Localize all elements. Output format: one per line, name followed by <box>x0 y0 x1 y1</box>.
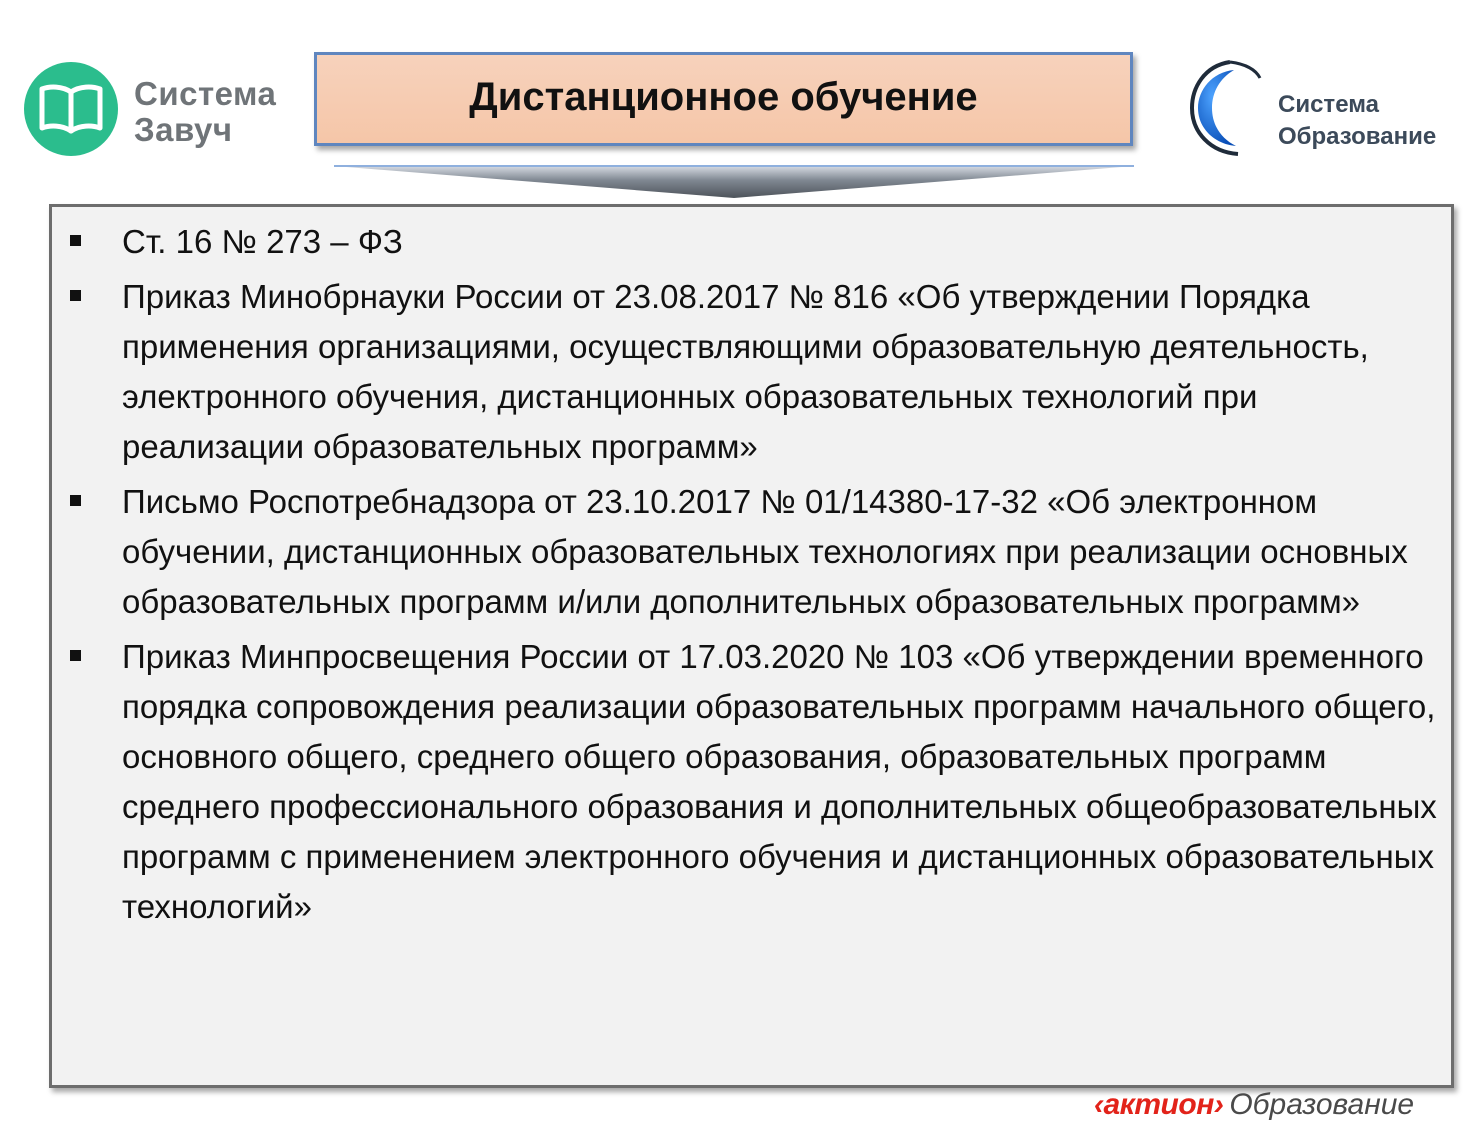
bullet-icon <box>70 235 81 246</box>
logo-right-line1: Система <box>1278 91 1380 118</box>
list-item <box>52 477 1451 627</box>
list-item <box>52 632 1451 932</box>
logo-left-line2: Завуч <box>134 111 233 148</box>
list-item-text: Приказ Минобрнауки России от 23.08.2017 № 816 «Об утверждении Порядка применения организациями, осуществляющими образовательную деятельность, электронного обучения, дистанционных образовательных технологий при реализации образовательных программ» <box>122 278 1369 465</box>
list-item-text: Приказ Минпросвещения России от 17.03.2020 № 103 «Об утверждении временного порядка сопровождения реализации образовательных программ начального общего, основного общего, среднего общего образования, образовательных программ среднего профессионального образования и дополнительных общеобразовательных программ с применением электронного обучения и дистанционных образовательных технологий» <box>122 638 1437 925</box>
logo-sistema-zavuch <box>22 60 292 160</box>
globe-swirl-icon <box>1190 58 1270 158</box>
brand-aktion-text: ‹актион› <box>1094 1088 1224 1121</box>
list-item-text: Письмо Роспотребнадзора от 23.10.2017 № 01/14380-17-32 «Об электронном обучении, дистанционных образовательных технологиях при реализации основных образовательных программ и/или дополнительных образовательных программ» <box>122 483 1408 620</box>
page-title: Дистанционное обучение <box>469 75 978 119</box>
title-arrow-shape <box>334 160 1134 200</box>
bullet-icon <box>70 650 81 661</box>
list-item-text: Ст. 16 № 273 – ФЗ <box>122 223 403 260</box>
open-book-icon <box>24 62 118 156</box>
logo-left-line1: Система <box>134 75 277 112</box>
documents-list <box>52 207 1451 932</box>
logo-right-line2: Образование <box>1278 123 1437 150</box>
title-banner <box>314 52 1133 146</box>
bullet-icon <box>70 495 81 506</box>
brand-obrazovanie-text: Образование <box>1229 1088 1415 1121</box>
footer-brand-logo <box>1094 1086 1414 1126</box>
list-item <box>52 217 1451 267</box>
documents-list-box <box>49 204 1454 1088</box>
list-item <box>52 272 1451 472</box>
bullet-icon <box>70 290 81 301</box>
logo-sistema-obrazovanie <box>1190 58 1460 158</box>
